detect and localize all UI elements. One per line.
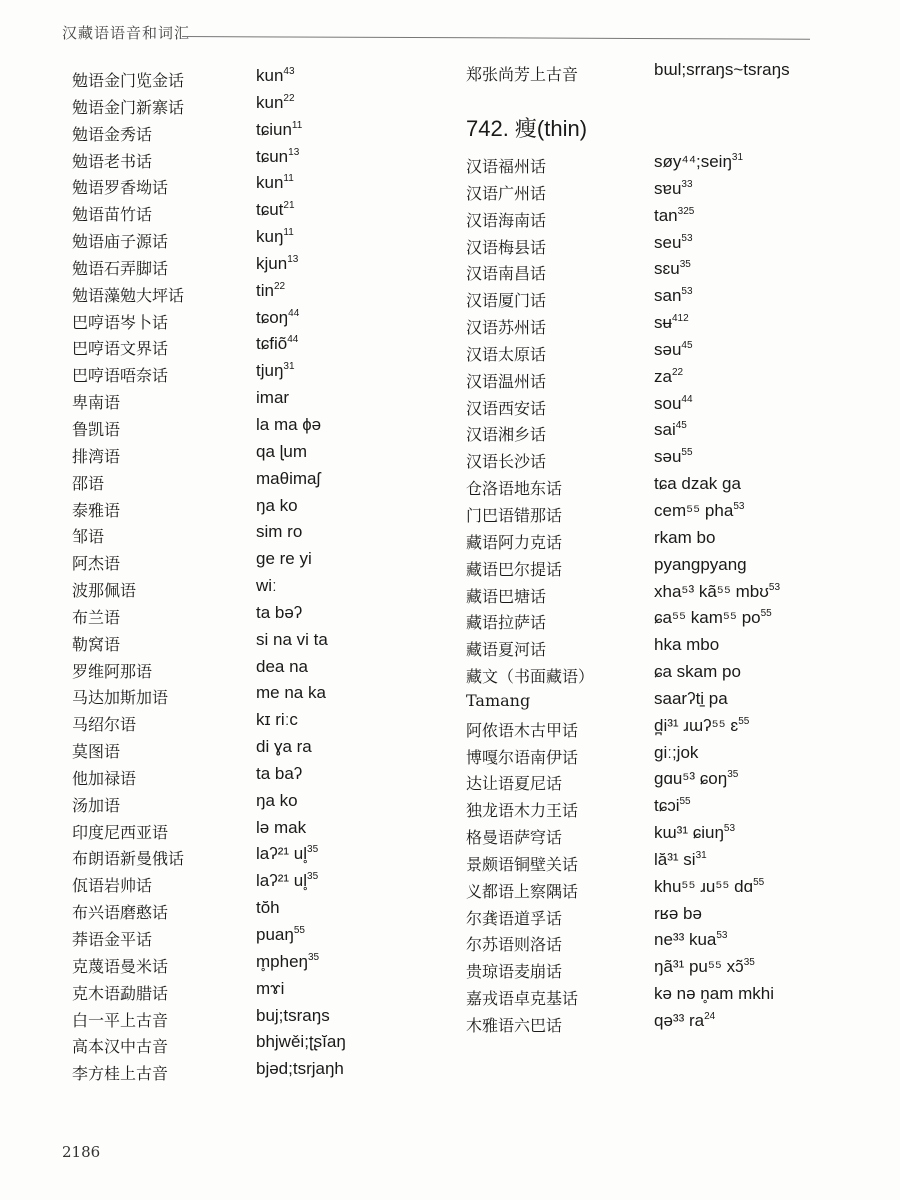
language-name: 藏语拉萨话 [466,613,547,633]
entry-row [72,171,452,198]
entry-row [466,902,886,929]
language-name: 博嘎尔语南伊话 [466,747,579,767]
language-name: 勉语罗香坳话 [72,178,169,198]
word-form: bɯl;srraŋs~tsraŋs [654,60,790,79]
entry-row [72,413,452,440]
tone-superscript: 53 [733,500,745,512]
language-name: 阿杰语 [72,554,121,574]
language-name: 克木语勐腊话 [72,983,169,1003]
language-name: 汉语太原话 [466,344,547,364]
language-name: 汉语广州话 [466,183,547,203]
entry-row [72,64,452,91]
word-form: ta baʔ [256,763,303,783]
entry-row [72,950,452,977]
language-name: 汉语厦门话 [466,291,547,311]
language-name: 邵语 [72,473,105,493]
word-form: bhjwěi;ʈʂĭaŋ [256,1032,346,1052]
tone-superscript: 13 [287,253,299,265]
word-form: ne³³ kua$^{53}$ [654,930,728,950]
language-name: 勉语苗竹话 [72,205,153,225]
word-form: søy⁴⁴;seiŋ$^{31}$ [654,152,744,171]
entry-row [466,580,886,607]
language-name: 莫图语 [72,742,121,762]
word-form: sʉ$^{412}$ [654,313,689,333]
word-form: hka mbo [654,635,720,655]
tone-superscript: 55 [293,925,305,936]
word-form: tɕoŋ$^{44}$ [256,307,300,327]
tone-superscript: 44 [681,393,693,405]
word-form: tɕun$^{13}$ [256,146,300,166]
word-form: la ma ɸə [256,414,322,434]
language-name: 勉语金门览金话 [72,71,185,90]
tone-superscript: 35 [307,844,319,856]
word-form: sɐu$^{33}$ [654,178,693,198]
language-name: 布兴语磨憨话 [72,903,169,923]
language-name: 格曼语萨穹话 [466,828,563,848]
language-name: 勉语金门新寨话 [72,97,185,117]
tone-superscript: 53 [681,286,693,298]
language-name: 汉语西安话 [466,398,547,418]
entry-row [466,499,886,526]
entry-row [72,225,452,252]
word-form: səu$^{45}$ [654,339,693,359]
language-name: 排湾语 [72,446,121,466]
tone-superscript: 35 [307,871,319,883]
left-column [72,64,452,1084]
tone-superscript: 24 [704,1011,716,1022]
word-form: qa ɭum [256,441,308,461]
word-form: sai$^{45}$ [654,420,687,440]
word-form: xha⁵³ kã⁵⁵ mbʊ$^{53}$ [654,581,781,601]
tone-superscript: 45 [675,420,687,432]
language-name: 李方桂上古音 [72,1064,169,1084]
entry-row [72,306,452,333]
language-name: 马绍尔语 [72,715,137,735]
language-name: 勉语石弄脚话 [72,258,169,278]
entry-row [466,821,886,848]
entry-row [466,928,886,955]
entry-row [466,767,886,794]
word-form: san$^{53}$ [654,286,693,306]
language-name: 汉语长沙话 [466,452,547,472]
language-name: 罗维阿那语 [72,661,153,681]
entry-row [466,687,886,714]
tone-superscript: 31 [731,152,744,163]
right-column [466,58,886,1036]
language-name: 勉语庙子源话 [72,232,169,252]
word-form: tɕut$^{21}$ [256,200,295,220]
entry-row [466,472,886,499]
entry-row [72,359,452,386]
entry-row [466,526,886,553]
tone-superscript: 43 [283,66,295,77]
entry-row [72,628,452,655]
language-name: 藏文（书面藏语） [466,667,595,687]
tone-superscript: 21 [283,200,295,212]
language-name: 巴哼语岑卜话 [72,312,169,332]
language-name: 汉语苏州话 [466,318,547,338]
language-name: 贵琼语麦崩话 [466,962,563,982]
entry-row [466,231,886,258]
language-name: 勉语老书话 [72,151,153,171]
language-name: 藏语阿力克话 [466,532,563,552]
language-name: 勉语金秀话 [72,124,153,144]
entry-row [466,338,886,365]
entry-row [466,204,886,231]
entry-row [72,467,452,494]
tone-superscript: 44 [288,307,300,319]
entry-row [466,553,886,580]
entry-row [466,794,886,821]
tone-superscript: 11 [291,119,303,131]
word-form: maθimaʃ [256,468,321,488]
entry-row [72,279,452,306]
word-form: gɑu⁵³ ɕoŋ$^{35}$ [654,769,739,789]
word-form: tjuŋ$^{31}$ [256,361,295,381]
tone-superscript: 31 [695,849,707,861]
tone-superscript: 55 [738,715,750,727]
language-name: 郑张尚芳上古音 [466,65,579,84]
word-form: ŋa ko [256,790,298,810]
word-form: pyangpyang [654,554,747,574]
tone-superscript: 53 [768,581,781,593]
language-name: 汉语梅县话 [466,237,547,257]
tone-superscript: 55 [753,876,765,888]
tone-superscript: 53 [716,930,728,942]
word-form: lă³¹ $si^{31}$ [654,849,707,869]
word-form: ɕa⁵⁵ kam⁵⁵ $po^{55}$ [654,608,772,628]
entry-row [466,1009,886,1036]
word-form: səu$^{55}$ [654,447,693,467]
word-form: tɕiun$^{11}$ [256,119,303,139]
word-form: sou$^{44}$ [654,393,693,413]
entry-row [72,386,452,413]
tone-superscript: 13 [288,146,300,158]
language-name: 汉语南昌话 [466,264,547,284]
language-name: 嘉戎语卓克基话 [466,989,579,1009]
language-name: 汉语海南话 [466,210,547,230]
language-name: 高本汉中古音 [72,1037,169,1057]
entry-row [72,574,452,601]
entry-row [466,392,886,419]
word-form: di ɣa ra [256,737,312,757]
word-form: saarʔti̠ pa [654,688,728,708]
word-form: rkam bo [654,527,716,547]
language-name: 藏语巴尔提话 [466,559,563,579]
tone-superscript: 35 [307,951,320,963]
word-form: kɪ riːc [256,710,298,730]
word-form: sɛu$^{35}$ [654,259,691,279]
entry-row [72,655,452,682]
tone-superscript: 11 [283,173,294,185]
word-form: kə nə n̥am mkhi [654,984,774,1004]
language-name: 汉语湘乡话 [466,425,547,445]
language-name: 藏语巴塘话 [466,586,547,606]
tone-superscript: 35 [727,769,739,781]
word-form: m̥pheŋ$^{35}$ [256,951,320,971]
word-form: d̪i³¹ ɹɯʔ⁵⁵ ɛ$^{55}$ [654,715,750,735]
entry-row [72,762,452,789]
page-number: 2186 [62,1143,101,1161]
word-form: lə mak [256,817,307,837]
header-rule [182,36,810,40]
word-form: puaŋ$^{55}$ [256,925,305,944]
language-name: 巴哼语唔奈话 [72,366,169,386]
word-form: imar [256,388,290,408]
running-header-title: 汉藏语语音和词汇 [62,24,191,42]
entry-row [72,252,452,279]
word-form: sim ro [256,522,303,542]
tone-superscript: 55 [760,608,772,620]
word-form: kun$^{22}$ [256,92,295,112]
entry-row [466,660,886,687]
entry-row [72,1004,452,1031]
language-name: 尔苏语则洛话 [466,935,563,955]
entry-row [466,445,886,472]
language-name: 卑南语 [72,393,121,413]
entry-row [72,601,452,628]
word-form: seu$^{53}$ [654,232,693,252]
language-name: 勉语藻勉大坪话 [72,285,185,305]
entry-row [72,789,452,816]
language-name: 鲁凯语 [72,419,121,439]
tone-superscript: 44 [287,334,299,346]
entry-heading-block [466,90,886,150]
language-name: 仓洛语地东话 [466,479,563,499]
language-name: 克蔑语曼米话 [72,956,169,976]
word-form: me na ka [256,683,326,703]
language-name: 布兰语 [72,607,121,627]
entry-row [466,714,886,741]
word-form: si na vi ta [256,629,328,649]
entry-row [466,741,886,768]
entry-row [72,520,452,547]
word-form: tɕa dzak ga [654,474,741,494]
entry-row [466,58,886,90]
entry-row [72,198,452,225]
entry-row [466,848,886,875]
language-name: 义都语上察隅话 [466,881,579,901]
word-form: dea na [256,656,308,676]
entry-row [466,955,886,982]
tone-superscript: 55 [681,447,693,459]
word-form: tin$^{22}$ [256,280,286,300]
language-name: 汉语福州话 [466,157,547,176]
tone-superscript: 55 [679,796,691,808]
word-form: laʔ²¹ ul̥$^{35}$ [256,871,319,891]
language-name: 勒窝语 [72,634,121,654]
language-name: 景颇语铜壁关话 [466,854,579,874]
language-name: 印度尼西亚语 [72,822,169,842]
word-form: qə³³ $ra^{24}$ [654,1011,716,1030]
entry-row [72,440,452,467]
entry-row [72,708,452,735]
language-name: 独龙语木力王话 [466,801,579,821]
entry-row [72,145,452,172]
language-name: 布朗语新曼俄话 [72,849,185,869]
tone-superscript: 22 [273,280,286,292]
entry-row [72,842,452,869]
language-name: 汉语温州话 [466,371,547,391]
entry-row [466,284,886,311]
entry-row [72,332,452,359]
word-form: wiː [256,576,277,596]
word-form: ŋã³¹ pu⁵⁵ xɔ̃$^{35}$ [654,957,755,977]
language-name: 佤语岩帅话 [72,876,153,896]
word-form: buj;tsraŋs [256,1005,330,1025]
word-form: ta bəʔ [256,602,303,622]
tone-superscript: 45 [681,339,693,351]
word-form: ɕa skam po [654,662,741,682]
language-name: Tamang [466,690,531,710]
entry-row [72,91,452,118]
word-form: mɤi [256,978,285,998]
language-name: 木雅语六巴话 [466,1016,563,1035]
language-name: 阿侬语木古甲话 [466,720,579,740]
entry-row [72,869,452,896]
language-name: 泰雅语 [72,500,121,520]
entry-row [466,150,886,177]
entry-row [72,118,452,145]
tone-superscript: 325 [677,205,695,217]
word-form: khu⁵⁵ ɹu⁵⁵ dɑ$^{55}$ [654,876,765,896]
language-name: 马达加斯加语 [72,688,169,708]
entry-row [466,177,886,204]
entry-row [72,735,452,762]
entry-row [72,1030,452,1057]
word-form: $za^{22}$ [654,366,684,386]
word-form: kɯ³¹ ɕiuŋ$^{53}$ [654,823,736,843]
word-form: giː;jok [654,742,699,762]
word-form: kun$^{43}$ [256,66,295,85]
entry-row [72,816,452,843]
tone-superscript: 31 [283,361,295,373]
entry-row [466,257,886,284]
tone-superscript: 53 [723,823,736,835]
word-form: laʔ²¹ ul̥$^{35}$ [256,844,319,864]
word-form: kuŋ$^{11}$ [256,227,294,247]
word-form: tɕfiõ$^{44}$ [256,334,299,354]
tone-superscript: 22 [283,92,295,104]
language-name: 白一平上古音 [72,1010,169,1030]
entry-row [466,418,886,445]
entry-row [72,494,452,521]
language-name: 波那佩语 [72,581,137,601]
entry-row [72,977,452,1004]
tone-superscript: 35 [679,259,691,271]
word-form: kun$^{11}$ [256,173,294,193]
tone-superscript: 412 [671,313,689,325]
entry-row [466,311,886,338]
entry-row [72,547,452,574]
entry-row [72,896,452,923]
word-form: tŏh [256,898,280,918]
entry-row [466,606,886,633]
word-form: ŋa ko [256,495,298,515]
word-form: cem⁵⁵ pha$^{53}$ [654,500,745,520]
language-name: 达让语夏尼话 [466,774,563,794]
word-form: bjəd;tsrjaŋh [256,1059,344,1079]
word-form: kjun$^{13}$ [256,253,299,273]
entry-row [72,923,452,950]
entry-row [72,1057,452,1084]
language-name: 巴哼语文界话 [72,339,169,359]
tone-superscript: 11 [283,227,294,239]
entry-heading: 742. 瘦(thin) [466,116,588,141]
entry-row [72,681,452,708]
entry-row [466,365,886,392]
language-name: 莽语金平话 [72,930,153,949]
language-name: 尔龚语道孚话 [466,908,563,928]
tone-superscript: 33 [681,178,693,190]
word-form: rʁə bə [654,903,702,923]
tone-superscript: 35 [743,957,755,969]
tone-superscript: 53 [681,232,693,244]
language-name: 汤加语 [72,795,121,815]
language-name: 邹语 [72,527,105,547]
language-name: 藏语夏河话 [466,640,547,660]
entry-row [466,982,886,1009]
running-header [62,22,810,44]
entry-row [466,633,886,660]
entry-row [466,875,886,902]
language-name: 门巴语错那话 [466,505,563,525]
language-name: 他加禄语 [72,768,137,788]
right-entry-list [466,150,886,1036]
tone-superscript: 22 [671,366,684,378]
word-form: $\tan^{325}$ [654,205,695,225]
word-form: ge re yi [256,549,312,569]
word-form: tɕɔi$^{55}$ [654,796,691,816]
